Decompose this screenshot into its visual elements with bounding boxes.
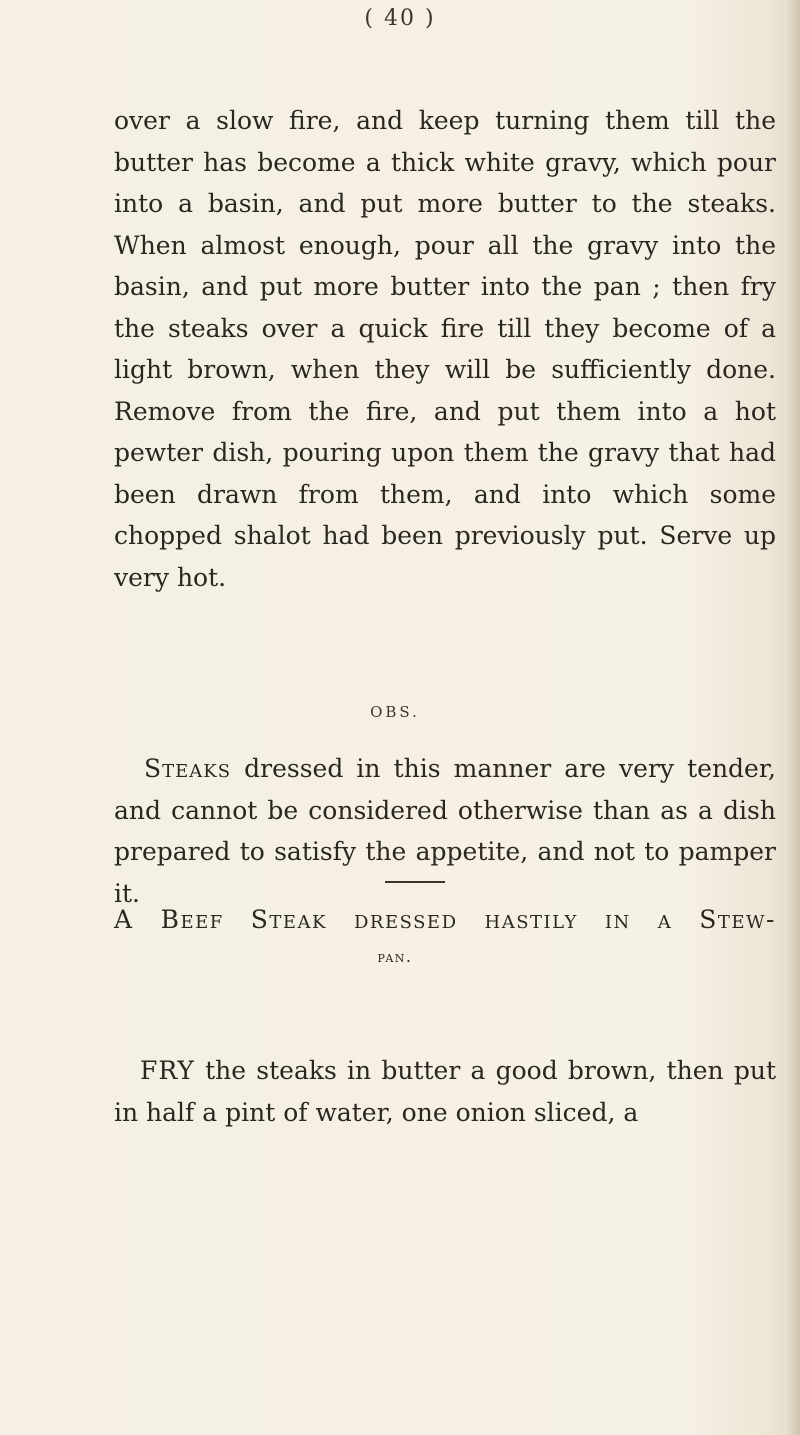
section-divider [385, 881, 445, 883]
recipe-title: A Beef Steak dressed hastily in a Stew- [114, 905, 776, 934]
paragraph-cooking-instructions: over a slow fire, and keep turning them till the butter has become a thick white gravy, which pour into a basin, and put more butter to the steaks. When almost enough, pour all the gravy into the basin, and put more butter into the pan ; then fry the steaks over a quick fire till they become of a light brown, when they will be sufficiently done. Remove from the fire, and put them into a hot pewter dish, pouring upon them the gravy that had been drawn from them, and into which some chopped shalot had been previously put. Serve up very hot. [114, 106, 776, 592]
recipe-title-continuation: pan. [377, 947, 413, 966]
paragraph-observation-body: dressed in this manner are very tender, and cannot be considered otherwise than as a dish prepared to satisfy the appetite, and not to pamper it. [114, 754, 776, 908]
paragraph-recipe-body: the steaks in butter a good brown, then put in half a pint of water, one onion sliced, a [114, 1056, 776, 1127]
page-number: ( 40 ) [364, 6, 436, 31]
paragraph-observation [114, 748, 776, 914]
paragraph-recipe-lead: FRY [140, 1056, 195, 1085]
paragraph-recipe-instructions [114, 1050, 776, 1133]
obs-heading: OBS. [370, 703, 420, 721]
paragraph-observation-lead: Steaks [144, 754, 232, 783]
